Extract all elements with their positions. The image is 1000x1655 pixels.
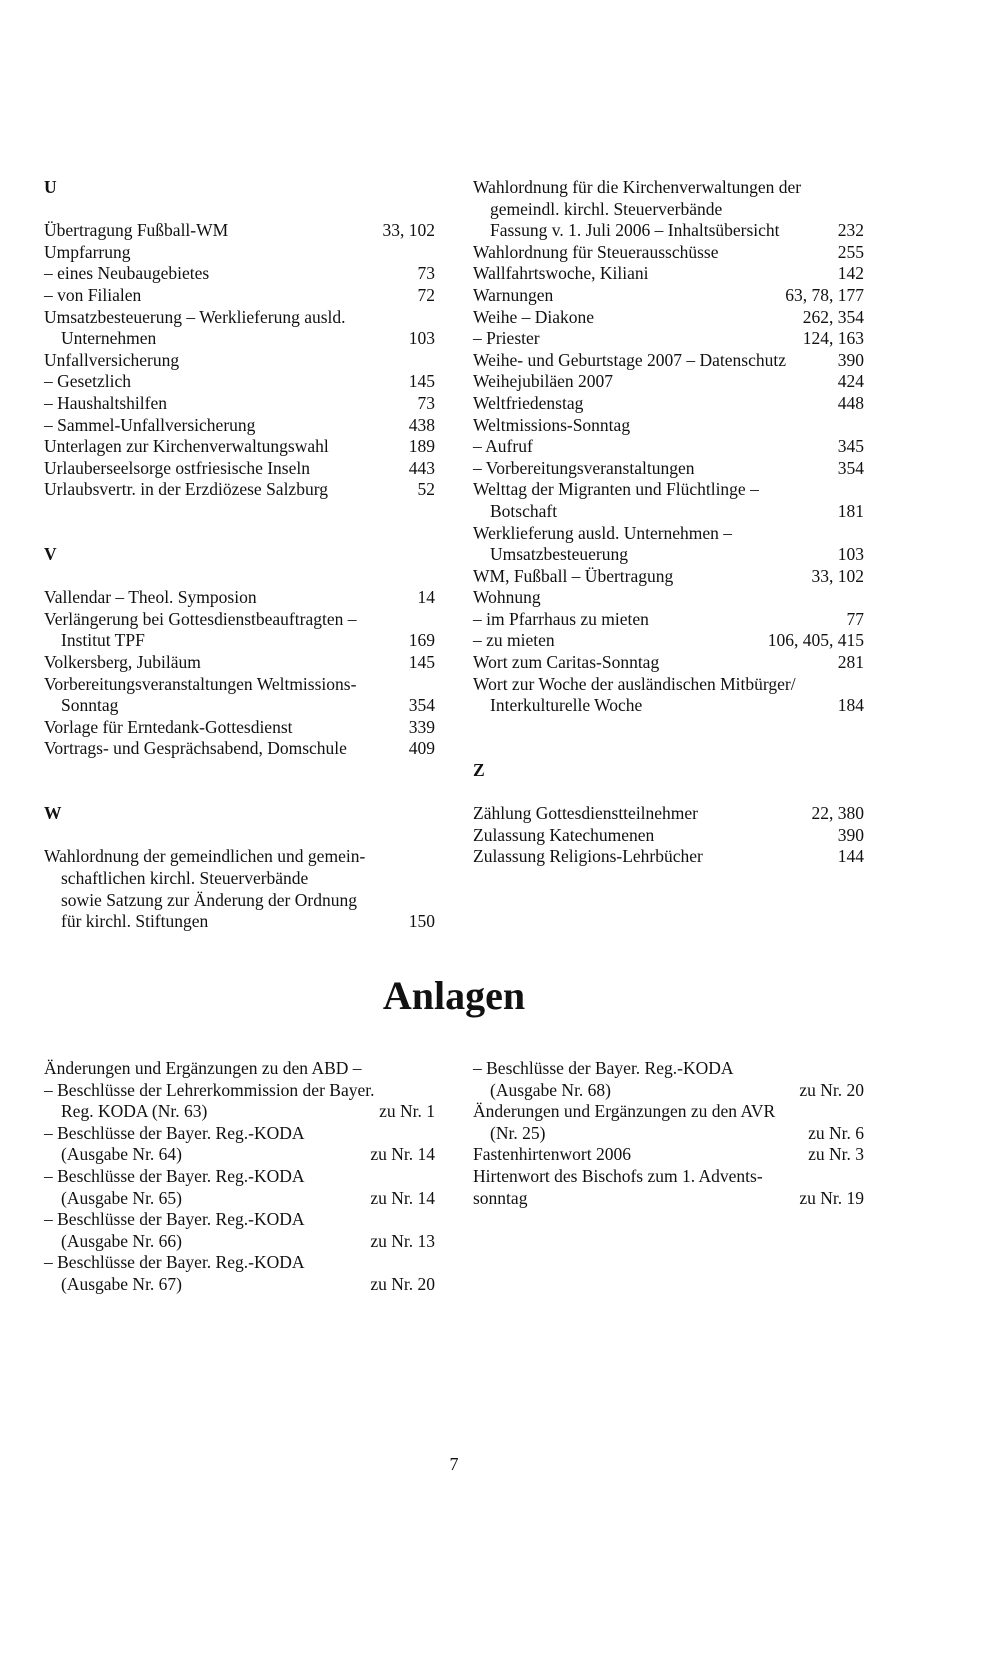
entry-text: Weihejubiläen 2007 — [473, 371, 614, 392]
index-entry — [473, 1166, 864, 1188]
entry-text: Wort zur Woche der ausländischen Mitbürger/ — [473, 673, 796, 694]
entry-text: Fastenhirtenwort 2006 — [473, 1144, 631, 1165]
index-entry — [44, 328, 435, 350]
entry-page: 142 — [837, 263, 864, 284]
entry-page: 124, 163 — [802, 328, 864, 349]
index-entry — [473, 1058, 864, 1080]
entry-page: 14 — [417, 587, 435, 608]
entry-text: Unternehmen — [61, 328, 157, 349]
entry-page: 339 — [408, 716, 435, 737]
index-entry — [44, 393, 435, 415]
spacer — [44, 782, 435, 804]
entry-text: Wort zum Caritas-Sonntag — [473, 652, 660, 673]
index-entry — [44, 436, 435, 458]
entry-text: – Beschlüsse der Bayer. Reg.-KODA — [44, 1252, 305, 1273]
entry-text: Wahlordnung für die Kirchenverwaltungen der — [473, 177, 802, 197]
entry-text: – Aufruf — [473, 436, 533, 457]
section-title-anlagen: Anlagen — [382, 973, 526, 1018]
index-entry — [473, 307, 864, 329]
index-entry — [473, 458, 864, 480]
index-entry — [473, 544, 864, 566]
spacer — [473, 782, 864, 804]
letter-heading: Z — [473, 760, 485, 781]
entry-text: Weltmissions-Sonntag — [473, 414, 631, 435]
entry-text: – Beschlüsse der Lehrerkommission der Bayer. — [44, 1079, 375, 1100]
entry-page: 22, 380 — [811, 803, 864, 824]
entry-page: 181 — [837, 500, 864, 521]
entry-page: 354 — [408, 695, 435, 716]
entry-page: zu Nr. 14 — [370, 1187, 435, 1208]
index-entry — [473, 587, 864, 609]
entry-text: (Ausgabe Nr. 64) — [61, 1144, 183, 1165]
index-entry — [473, 1123, 864, 1145]
index-entry — [473, 242, 864, 264]
entry-text: Zulassung Religions-Lehrbücher — [473, 846, 703, 867]
index-entry — [473, 177, 864, 199]
spacer — [44, 760, 435, 782]
entry-text: (Ausgabe Nr. 67) — [61, 1273, 183, 1294]
entry-text: Änderungen und Ergänzungen zu den ABD – — [44, 1058, 362, 1078]
index-entry — [473, 501, 864, 523]
entry-text: Vallendar – Theol. Symposion — [44, 587, 257, 608]
entry-text: Wohnung — [473, 587, 541, 608]
entry-text: Warnungen — [473, 284, 554, 305]
index-entry — [473, 825, 864, 847]
page-number: 7 — [449, 1454, 459, 1474]
index-entry — [44, 285, 435, 307]
entry-page: 73 — [417, 263, 435, 284]
entry-text: (Ausgabe Nr. 65) — [61, 1187, 183, 1208]
entry-text: Zählung Gottesdienstteilnehmer — [473, 803, 699, 824]
spacer — [44, 825, 435, 847]
entry-text: Verlängerung bei Gottesdienstbeauftragten – — [44, 608, 357, 629]
index-entry — [473, 393, 864, 415]
entry-page: zu Nr. 19 — [799, 1187, 864, 1208]
letter-heading: V — [44, 544, 57, 565]
entry-page: 144 — [837, 846, 864, 867]
index-entry — [44, 846, 435, 868]
spacer — [44, 501, 435, 523]
entry-text: Zulassung Katechumenen — [473, 824, 655, 845]
entry-page: 255 — [837, 241, 864, 262]
spacer — [44, 523, 435, 545]
index-entry — [44, 1123, 435, 1145]
entry-page: 443 — [408, 457, 435, 478]
index-entry — [44, 1231, 435, 1253]
index-entry — [473, 263, 864, 285]
entry-text: Vortrags- und Gesprächsabend, Domschule — [44, 738, 347, 759]
index-entry — [44, 609, 435, 631]
index-entry — [473, 609, 864, 631]
index-entry — [44, 1188, 435, 1210]
entry-page: zu Nr. 14 — [370, 1144, 435, 1165]
index-entry — [473, 652, 864, 674]
entry-text: Änderungen und Ergänzungen zu den AVR — [473, 1101, 776, 1122]
index-entry — [473, 199, 864, 221]
index-entry — [44, 415, 435, 437]
entry-text: – zu mieten — [473, 630, 555, 651]
index-entry — [44, 263, 435, 285]
entry-text: – im Pfarrhaus zu mieten — [473, 608, 649, 629]
index-entry — [473, 479, 864, 501]
index-entry — [44, 1080, 435, 1102]
index-entry — [44, 220, 435, 242]
entry-page: 184 — [837, 695, 864, 716]
entry-text: WM, Fußball – Übertragung — [473, 565, 674, 586]
entry-page: 145 — [408, 652, 435, 673]
anlagen-column-right — [473, 1058, 864, 1209]
entry-text: Vorbereitungsveranstaltungen Weltmissions- — [44, 673, 357, 694]
entry-text: – Haushaltshilfen — [44, 392, 167, 413]
entry-page: 424 — [837, 371, 864, 392]
entry-page: 33, 102 — [811, 565, 864, 586]
index-entry — [44, 890, 435, 912]
entry-page: 390 — [837, 824, 864, 845]
entry-page: 33, 102 — [382, 220, 435, 241]
index-entry — [44, 630, 435, 652]
anlagen-column-left — [44, 1058, 435, 1296]
index-entry — [473, 350, 864, 372]
index-entry — [473, 436, 864, 458]
spacer — [44, 566, 435, 588]
index-entry — [473, 1101, 864, 1123]
entry-page: 106, 405, 415 — [767, 630, 864, 651]
entry-text: Sonntag — [61, 695, 119, 716]
index-entry — [44, 1058, 435, 1080]
entry-page: zu Nr. 13 — [370, 1230, 435, 1251]
index-entry — [44, 350, 435, 372]
entry-text: Vorlage für Erntedank-Gottesdienst — [44, 716, 293, 737]
entry-text: – Priester — [473, 328, 540, 349]
index-entry — [473, 1144, 864, 1166]
entry-text: Werklieferung ausld. Unternehmen – — [473, 522, 733, 543]
entry-text: – Beschlüsse der Bayer. Reg.-KODA — [44, 1209, 305, 1230]
entry-text: Wallfahrtswoche, Kiliani — [473, 263, 649, 284]
index-entry — [473, 1188, 864, 1210]
index-entry — [44, 242, 435, 264]
index-entry — [44, 458, 435, 480]
spacer — [473, 738, 864, 760]
index-entry — [44, 587, 435, 609]
entry-text: – eines Neubaugebietes — [44, 263, 210, 284]
entry-text: sonntag — [473, 1187, 528, 1208]
entry-text: sowie Satzung zur Änderung der Ordnung — [61, 889, 357, 910]
entry-text: Wahlordnung für Steuerausschüsse — [473, 241, 719, 262]
index-entry — [473, 846, 864, 868]
index-entry — [44, 868, 435, 890]
entry-page: 52 — [417, 479, 435, 500]
entry-page: 438 — [408, 414, 435, 435]
index-entry — [473, 523, 864, 545]
entry-text: Hirtenwort des Bischofs zum 1. Advents- — [473, 1165, 763, 1186]
index-entry — [473, 328, 864, 350]
index-entry — [473, 285, 864, 307]
index-column-right — [473, 177, 864, 868]
entry-text: gemeindl. kirchl. Steuerverbände — [490, 198, 723, 219]
index-entry — [473, 630, 864, 652]
entry-page: 232 — [837, 220, 864, 241]
index-entry — [44, 371, 435, 393]
entry-text: – Beschlüsse der Bayer. Reg.-KODA — [44, 1165, 305, 1186]
entry-page: zu Nr. 20 — [799, 1079, 864, 1100]
entry-page: 448 — [837, 392, 864, 413]
entry-text: – Gesetzlich — [44, 371, 131, 392]
entry-page: 281 — [837, 652, 864, 673]
entry-text: Wahlordnung der gemeindlichen und gemein- — [44, 846, 366, 867]
entry-text: – Beschlüsse der Bayer. Reg.-KODA — [44, 1122, 305, 1143]
letter-heading: W — [44, 803, 62, 824]
entry-page: 354 — [837, 457, 864, 478]
spacer — [473, 717, 864, 739]
index-entry — [473, 371, 864, 393]
entry-page: 150 — [408, 911, 435, 932]
index-entry — [44, 652, 435, 674]
entry-text: Weihe- und Geburtstage 2007 – Datenschutz — [473, 349, 787, 370]
entry-text: Umsatzbesteuerung — [490, 544, 629, 565]
index-entry — [473, 674, 864, 696]
entry-page: 103 — [408, 328, 435, 349]
index-entry — [473, 803, 864, 825]
entry-text: – von Filialen — [44, 284, 142, 305]
index-entry — [44, 674, 435, 696]
index-entry — [44, 911, 435, 933]
index-entry — [473, 415, 864, 437]
index-column-left — [44, 177, 435, 933]
index-entry — [44, 1101, 435, 1123]
entry-text: Institut TPF — [61, 630, 145, 651]
entry-text: (Ausgabe Nr. 68) — [490, 1079, 612, 1100]
entry-text: Weltfriedenstag — [473, 392, 584, 413]
entry-page: 72 — [417, 284, 435, 305]
index-entry — [44, 307, 435, 329]
index-entry — [44, 1144, 435, 1166]
entry-text: Umpfarrung — [44, 241, 131, 262]
index-entry — [44, 717, 435, 739]
entry-page: zu Nr. 6 — [808, 1122, 864, 1143]
entry-page: 77 — [846, 608, 864, 629]
entry-page: 63, 78, 177 — [785, 284, 864, 305]
entry-page: 73 — [417, 392, 435, 413]
entry-text: Reg. KODA (Nr. 63) — [61, 1101, 208, 1122]
index-entry — [44, 695, 435, 717]
entry-page: 262, 354 — [802, 306, 864, 327]
entry-page: zu Nr. 1 — [379, 1101, 435, 1122]
entry-page: 103 — [837, 544, 864, 565]
entry-text: Welttag der Migranten und Flüchtlinge – — [473, 479, 759, 500]
entry-text: – Sammel-Unfallversicherung — [44, 414, 256, 435]
index-entry — [44, 1166, 435, 1188]
entry-text: Botschaft — [490, 500, 558, 521]
index-entry — [473, 220, 864, 242]
entry-page: 145 — [408, 371, 435, 392]
entry-text: Unterlagen zur Kirchenverwaltungswahl — [44, 436, 329, 457]
entry-text: – Beschlüsse der Bayer. Reg.-KODA — [473, 1058, 734, 1078]
index-entry — [44, 479, 435, 501]
entry-text: Urlaubsvertr. in der Erzdiözese Salzburg — [44, 479, 328, 500]
entry-page: 189 — [408, 436, 435, 457]
entry-text: (Ausgabe Nr. 66) — [61, 1230, 183, 1251]
entry-page: 390 — [837, 349, 864, 370]
index-entry — [473, 1080, 864, 1102]
entry-text: – Vorbereitungsveranstaltungen — [473, 457, 695, 478]
entry-text: Fassung v. 1. Juli 2006 – Inhaltsübersicht — [490, 220, 780, 241]
entry-text: für kirchl. Stiftungen — [61, 911, 209, 932]
index-entry — [44, 1274, 435, 1296]
entry-text: Umsatzbesteuerung – Werklieferung ausld. — [44, 306, 346, 327]
entry-page: zu Nr. 20 — [370, 1273, 435, 1294]
entry-page: zu Nr. 3 — [808, 1144, 864, 1165]
letter-heading: U — [44, 177, 57, 197]
index-entry — [44, 1209, 435, 1231]
entry-text: Weihe – Diakone — [473, 306, 595, 327]
entry-text: Volkersberg, Jubiläum — [44, 652, 201, 673]
index-entry — [44, 1252, 435, 1274]
entry-text: schaftlichen kirchl. Steuerverbände — [61, 868, 309, 888]
index-entry — [473, 566, 864, 588]
index-entry — [473, 695, 864, 717]
entry-text: Urlauberseelsorge ostfriesische Inseln — [44, 457, 310, 478]
index-entry — [44, 738, 435, 760]
entry-page: 345 — [837, 436, 864, 457]
spacer — [44, 199, 435, 221]
entry-text: Übertragung Fußball-WM — [44, 220, 229, 241]
entry-text: (Nr. 25) — [490, 1122, 546, 1143]
entry-text: Unfallversicherung — [44, 349, 180, 370]
entry-page: 169 — [408, 630, 435, 651]
entry-text: Interkulturelle Woche — [490, 695, 643, 716]
entry-page: 409 — [408, 738, 435, 759]
